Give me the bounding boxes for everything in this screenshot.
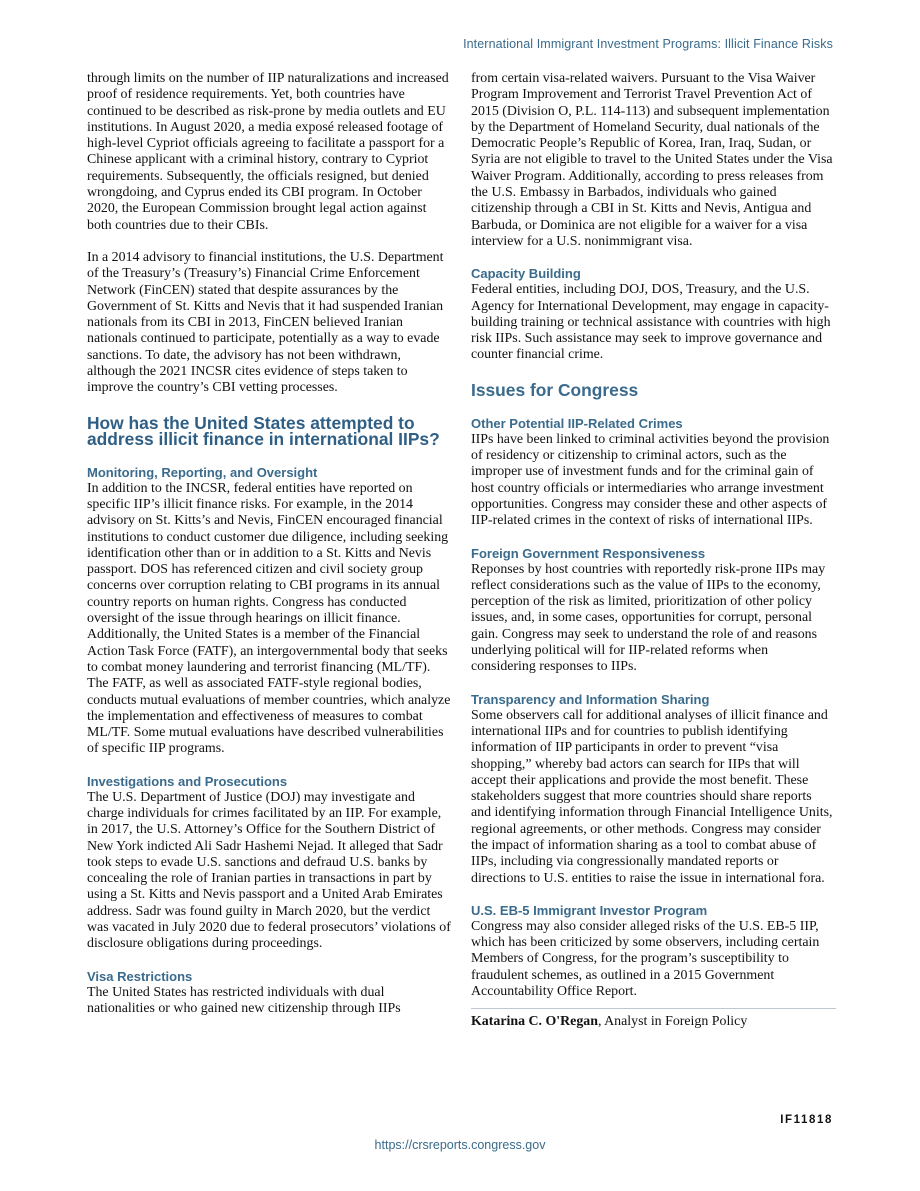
investigations-body: The U.S. Department of Justice (DOJ) may investigate and charge individuals for crimes facilitated by an IIP. For example, in 2017, the U.S. Attorney’s Office for the Southern District of New York indicted Ali Sadr Hashemi Nejad. It alleged that Sadr took steps to evade U.S. sanctions and defraud U.S. banks by concealing the role of Iranian parties in transactions in part by using a St. Kitts and Nevis passport and a United Arab Emirates address. Sadr was found guilty in March 2020, but the verdict was vacated in July 2020 due to federal prosecutors’ violations of disclosure obligations during proceedings. <box>87 789 451 952</box>
issues-heading: Issues for Congress <box>471 379 639 400</box>
author-line <box>471 1014 835 1030</box>
foreign-body: Reponses by host countries with reportedly risk-prone IIPs may reflect considerations such as the value of IIPs to the economy, perception of the risk as limited, prioritization of other policy issues, and, in some cases, opportunities for corrupt, personal gain. Congress may seek to understand the role of and reasons underlying political will for IIP-related reforms when considering responses to IIPs. <box>471 561 826 675</box>
author-title: , Analyst in Foreign Policy <box>597 1014 748 1030</box>
capacity-body: Federal entities, including DOJ, DOS, Treasury, and the U.S. Agency for International Development, may engage in capacity-building training or technical assistance with countries with high risk IIPs. Such assistance may seek to improve governance and counter financial crime. <box>471 282 831 363</box>
question-heading: How has the United States attempted to address illicit finance in international IIPs? <box>87 412 440 449</box>
document-id: IF11818 <box>780 1114 833 1126</box>
transparency-heading: Transparency and Information Sharing <box>471 691 710 707</box>
footer-url-link[interactable]: https://crsreports.congress.gov <box>374 1138 546 1152</box>
transparency-body: Some observers call for additional analyses of illicit finance and international IIPs and for countries to publish identifying information of IIP participants in order to prevent “visa shopping,” whereby bad actors can search for IIPs that will accept their applications and provide the most benefit. These stakeholders suggest that more countries should share reports and identifying information through Financial Intelligence Units, regional agreements, or other methods. Congress may consider the impact of information sharing as a tool to combat abuse of IIPs, including via congressionally mandated reports or directions to U.S. entities to raise the issue in international fora. <box>471 707 833 886</box>
author-name: Katarina C. O'Regan <box>471 1014 598 1030</box>
visa-body-continued: from certain visa-related waivers. Pursuant to the Visa Waiver Program Improvement and Terrorist Travel Prevention Act of 2015 (Division O, P.L. 114-113) and subsequent implementation by the Department of Homeland Security, dual nationals of the Democratic People’s Republic of Korea, Iran, Iraq, Sudan, or Syria are not eligible to travel to the United States under the Visa Waiver Program. Additionally, according to press releases from the U.S. Embassy in Barbados, individuals who gained citizenship through a CBI in St. Kitts and Nevis, Antigua and Barbuda, or Dominica are not eligible for a waiver for a visa interview for a U.S. nonimmigrant visa. <box>471 71 833 249</box>
left-column <box>87 71 451 1017</box>
paragraph-fincen-advisory: In a 2014 advisory to financial institutions, the U.S. Department of the Treasury’s (Treasury’s) Financial Crime Enforcement Network (FinCEN) stated that despite assurances by the Government of St. Kitts and Nevis that it had suspended Iranian nationals from its CBI in 2013, FinCEN believed Iranian nationals continued to participate, potentially as a way to evade sanctions. To date, the advisory has not been withdrawn, although the 2021 INCSR cites evidence of steps taken to improve the country’s CBI vetting processes. <box>87 249 444 396</box>
visa-heading: Visa Restrictions <box>87 968 193 984</box>
visa-body-start: The United States has restricted individuals with dual nationalities or who gained new citizenship through IIPs <box>87 984 401 1016</box>
paragraph-continued: through limits on the number of IIP naturalizations and increased proof of residence requirements. Yet, both countries have continued to be described as risk-prone by media outlets and EU institutions. In August 2020, a media exposé released footage of high-level Cypriot officials agreeing to facilitate a passport for a Chinese applicant with a criminal history, contrary to Cypriot requirements. Subsequently, the officials resigned, but denied wrongdoing, and Cyprus ended its CBI program. In October 2020, the European Commission brought legal action against both countries due to their CBIs. <box>87 71 449 233</box>
eb5-body: Congress may also consider alleged risks of the U.S. EB-5 IIP, which has been criticized by some observers, including certain Members of Congress, for the program’s susceptibility to fraudulent schemes, as outlined in a 2015 Government Accountability Office Report. <box>471 918 820 1000</box>
foreign-heading: Foreign Government Responsiveness <box>471 545 706 561</box>
capacity-heading: Capacity Building <box>471 266 581 282</box>
investigations-heading: Investigations and Prosecutions <box>87 773 288 789</box>
monitoring-heading: Monitoring, Reporting, and Oversight <box>87 464 318 480</box>
crimes-heading: Other Potential IIP-Related Crimes <box>471 415 683 431</box>
monitoring-body: In addition to the INCSR, federal entities have reported on specific IIP’s illicit finance risks. For example, in the 2014 advisory on St. Kitts’s and Nevis, FinCEN encouraged financial institutions to conduct customer due diligence, including seeking identification other than or in addition to a St. Kitts and Nevis passport. DOS has referenced citizen and civil society group concerns over corruption relating to CBI programs in its annual country reports on human rights. Congress has conducted oversight of the issue through hearings on illicit finance. Additionally, the United States is a member of the Financial Action Task Force (FATF), an intergovernmental body that seeks to combat money laundering and terrorist financing (ML/TF). The FATF, as well as associated FATF-style regional bodies, conducts mutual evaluations of member countries, which analyze the implementation and effectiveness of measures to combat ML/TF. Some mutual evaluations have described vulnerabilities of specific IIP programs. <box>87 480 451 757</box>
running-header-title: International Immigrant Investment Programs: Illicit Finance Risks <box>463 37 833 51</box>
right-column <box>471 71 835 1030</box>
crimes-body: IIPs have been linked to criminal activities beyond the provision of residency or citizenship to criminal actors, such as the improper use of investment funds and for the criminal gain of host country officials or intermediaries who arrange investment opportunities. Congress may consider these and other aspects of IIP-related crimes in the context of risks of international IIPs. <box>471 431 830 529</box>
eb5-heading: U.S. EB-5 Immigrant Investor Program <box>471 902 708 918</box>
